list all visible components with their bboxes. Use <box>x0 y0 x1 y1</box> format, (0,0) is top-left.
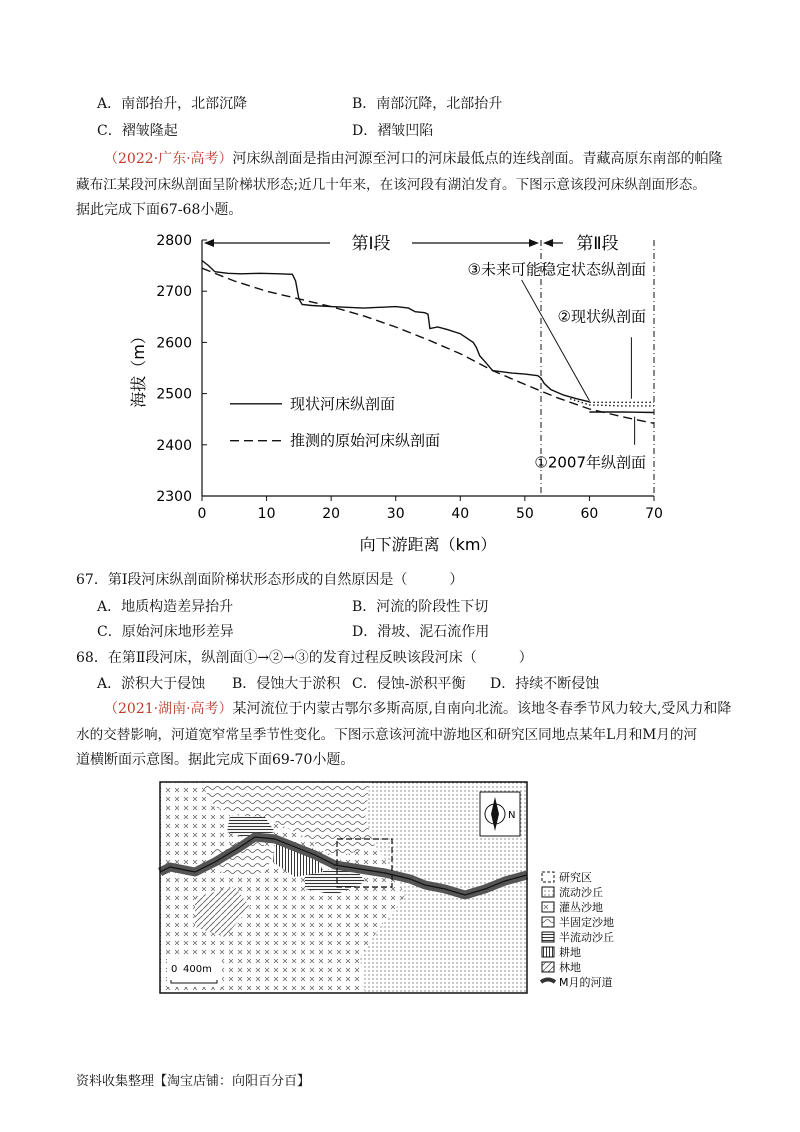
x-tick-label: 70 <box>645 506 663 522</box>
intro2-line1 <box>104 699 731 719</box>
scale-zero: 0 <box>171 964 178 975</box>
legend-dashed-label: 推测的原始河床纵剖面 <box>290 431 441 450</box>
q68-option-b: B．侵蚀大于淤积 <box>232 676 341 692</box>
x-tick-label: 10 <box>257 506 276 522</box>
legend-forest: 林地 <box>559 961 581 974</box>
segment2-label: 第Ⅱ段 <box>576 234 619 254</box>
q68-stem: 68．在第Ⅱ段河床，纵剖面①→②→③的发育过程反映该段河床（ ） <box>76 650 533 666</box>
legend-semi-mobile: 半流动沙丘 <box>559 931 614 944</box>
legend-swatch-semi-fixed <box>542 917 554 927</box>
scale-bar <box>167 959 222 987</box>
q67-option-d: D．滑坡、泥石流作用 <box>352 624 490 640</box>
y-tick-label: 2700 <box>156 284 192 301</box>
x-tick-label: 0 <box>197 506 207 522</box>
q67-option-b: B．河流的阶段性下切 <box>352 599 489 615</box>
scale-label: 400m <box>183 964 212 975</box>
y-tick-label: 2500 <box>156 386 192 403</box>
legend-cropland: 耕地 <box>559 946 581 959</box>
legend-swatch-shrub-sand <box>542 902 554 912</box>
legend-solid-label: 现状河床纵剖面 <box>290 394 396 413</box>
river-profile-chart <box>120 222 680 560</box>
intro2-line2: 水的交替影响，河道宽窄常呈季节性变化。下图示意该河流中游地区和研究区同地点某年L月和M月的河 <box>76 727 698 743</box>
segment2-arrow-left-head <box>543 239 553 247</box>
q67-stem: 67．第Ⅰ段河床纵剖面阶梯状形态形成的自然原因是（ ） <box>76 572 464 588</box>
q68-option-a: A．淤积大于侵蚀 <box>97 676 206 692</box>
legend-river: M月的河道 <box>559 976 613 989</box>
series-line-0 <box>202 261 589 402</box>
annotation-future-profile: ③未来可能稳定状态纵剖面 <box>467 260 646 279</box>
legend-swatch-forest <box>542 962 554 972</box>
map-legend <box>541 870 614 989</box>
north-arrow <box>480 792 520 836</box>
annotation-future-pointer <box>522 280 590 401</box>
intro1-line2: 藏布江某段河床纵剖面呈阶梯状形态;近几十年来，在该河段有湖泊发育。下图示意该段河床纵剖面形态。 <box>76 177 706 193</box>
x-tick-label: 60 <box>580 506 599 522</box>
prev-option-d: D．褶皱凹陷 <box>352 123 434 139</box>
q68-option-c: C．侵蚀-淤积平衡 <box>352 676 466 692</box>
segment1-arrow-right-head <box>529 239 539 247</box>
prev-option-b: B．南部沉降，北部抬升 <box>352 96 503 112</box>
y-axis-label: 海拔（m） <box>129 328 148 408</box>
series-line-1 <box>202 268 654 423</box>
x-axis-label: 向下游距离（km） <box>359 535 497 554</box>
legend-study-area: 研究区 <box>559 871 592 884</box>
legend-swatch-cropland <box>542 947 554 957</box>
x-tick-label: 20 <box>322 506 341 522</box>
footer-note: 资料收集整理【淘宝店铺：向阳百分百】 <box>76 1074 311 1089</box>
river-landuse-map <box>155 777 655 997</box>
north-label: N <box>508 810 516 821</box>
q67-option-a: A．地质构造差异抬升 <box>97 599 234 615</box>
series-line-2 <box>589 412 654 413</box>
prev-option-c: C．褶皱隆起 <box>97 123 178 139</box>
intro1-text: 河床纵剖面是指由河源至河口的河床最低点的连线剖面。青藏高原东南部的帕隆 <box>232 151 723 167</box>
y-tick-label: 2400 <box>156 437 192 454</box>
y-tick-label: 2600 <box>156 335 192 352</box>
y-tick-label: 2800 <box>156 233 192 249</box>
annotation-current-profile: ②现状纵剖面 <box>557 307 646 326</box>
legend-shrub-sand: 灌丛沙地 <box>559 901 603 914</box>
chart-series <box>202 261 654 424</box>
q68-option-d: D．持续不断侵蚀 <box>490 676 600 692</box>
intro2-line3: 道横断面示意图。据此完成下面69-70小题。 <box>76 752 355 768</box>
legend-swatch-river <box>541 980 555 983</box>
segment1-label: 第Ⅰ段 <box>351 234 391 254</box>
annotation-2007-profile: ①2007年纵剖面 <box>534 453 646 472</box>
source-tag-2: （2021·湖南·高考） <box>104 701 233 717</box>
q67-option-c: C．原始河床地形差异 <box>97 624 234 640</box>
legend-semi-fixed: 半固定沙地 <box>559 916 614 929</box>
legend-swatch-mobile-dune <box>542 887 554 897</box>
chart-axes <box>129 233 663 554</box>
legend-swatch-semi-mobile <box>542 932 554 942</box>
intro2-text: 某河流位于内蒙古鄂尔多斯高原,自南向北流。该地冬春季节风力较大,受风力和降 <box>232 701 732 717</box>
intro1-line3: 据此完成下面67-68小题。 <box>76 202 243 218</box>
map-body <box>160 782 527 993</box>
x-tick-label: 40 <box>451 506 470 522</box>
source-tag: （2022·广东·高考） <box>104 151 233 167</box>
x-tick-label: 30 <box>386 506 405 522</box>
intro1-line1 <box>104 149 723 169</box>
legend-swatch-study-area <box>542 872 554 882</box>
y-tick-label: 2300 <box>156 489 192 505</box>
legend-mobile-dune: 流动沙丘 <box>559 886 603 899</box>
prev-option-a: A．南部抬升，北部沉降 <box>97 96 248 112</box>
x-tick-label: 50 <box>515 506 534 522</box>
